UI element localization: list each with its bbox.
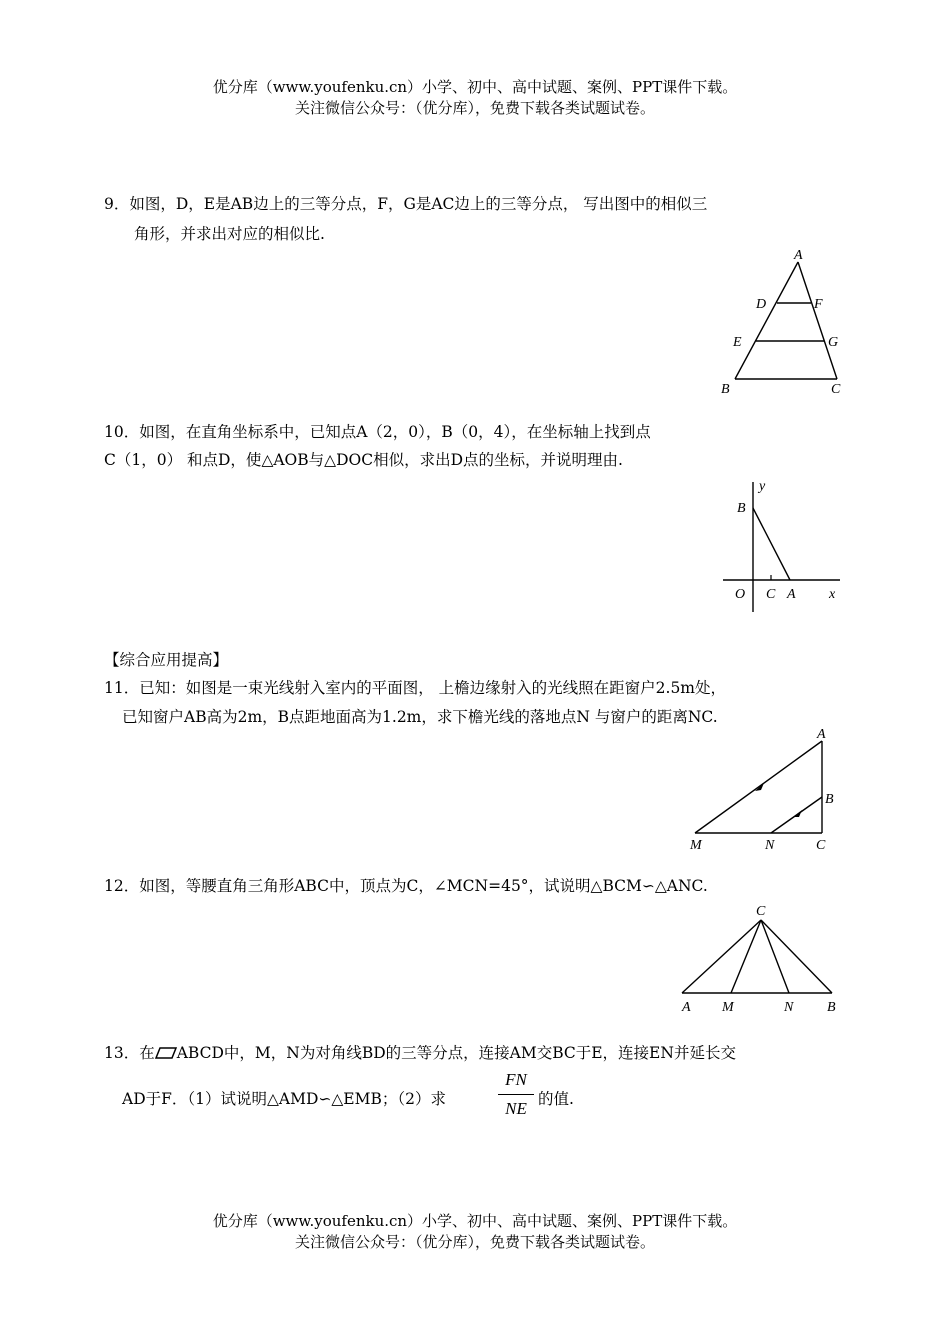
- q9-label-f: F: [814, 297, 823, 312]
- q11-label-a: A: [817, 727, 826, 742]
- q9-label-b: B: [721, 382, 730, 397]
- q12-line-1: 12．如图，等腰直角三角形ABC中，顶点为C，∠MCN=45°，试说明△BCM∽△ANC.: [104, 877, 708, 895]
- q13-fraction: [498, 1070, 534, 1119]
- q13-prefix: 13．在: [104, 1044, 155, 1062]
- q9-label-c: C: [831, 382, 841, 397]
- q10-line-1: 10．如图，在直角坐标系中，已知点A（2，0），B（0，4），在坐标轴上找到点: [104, 423, 651, 441]
- q13-suffix: ABCD中，M，N为对角线BD的三等分点，连接AM交BC于E，连接EN并延长交: [176, 1044, 736, 1062]
- q13-line-2a: AD于F．（1）试说明△AMD∽△EMB；（2）求: [122, 1090, 446, 1108]
- fraction-numerator: FN: [505, 1070, 527, 1089]
- q9-line-2: 角形，并求出对应的相似比.: [134, 225, 325, 243]
- footer-line-2: 关注微信公众号：（优分库），免费下载各类试题试卷。: [294, 1233, 655, 1251]
- q11-label-m: M: [690, 838, 702, 853]
- footer: [0, 1211, 950, 1253]
- q12-label-m: M: [722, 1000, 734, 1015]
- q10-label-b: B: [737, 501, 746, 516]
- q11-line-1: 11．已知：如图是一束光线射入室内的平面图， 上檐边缘射入的光线照在距窗户2.5m处，: [104, 679, 727, 697]
- q9-label-a: A: [794, 248, 803, 263]
- parallelogram-icon: [155, 1047, 177, 1059]
- q11-label-n: N: [765, 838, 775, 853]
- q11-label-b: B: [825, 792, 834, 807]
- header: [0, 77, 950, 119]
- q12-label-c: C: [756, 904, 766, 919]
- q9-label-g: G: [828, 335, 839, 350]
- q10-label-x: x: [829, 587, 836, 602]
- q9-label-e: E: [733, 335, 742, 350]
- fraction-bar: [498, 1094, 534, 1095]
- q12-label-a: A: [682, 1000, 691, 1015]
- q9-line-1: 9．如图，D，E是AB边上的三等分点，F，G是AC边上的三等分点， 写出图中的相似三: [104, 195, 708, 213]
- q10-label-c: C: [766, 587, 776, 602]
- q12-label-n: N: [784, 1000, 794, 1015]
- fraction-denominator: NE: [505, 1099, 527, 1118]
- q13-line-2b: 的值.: [538, 1090, 574, 1108]
- section-title: 【综合应用提高】: [104, 651, 229, 669]
- q12-label-b: B: [827, 1000, 836, 1015]
- q11-figure: [685, 725, 845, 855]
- q9-label-d: D: [756, 297, 767, 312]
- header-line-2: 关注微信公众号：（优分库），免费下载各类试题试卷。: [294, 99, 655, 117]
- q10-label-y: y: [759, 479, 766, 494]
- q9-figure: [715, 245, 865, 400]
- q10-label-a: A: [787, 587, 796, 602]
- q12-figure: [672, 900, 852, 1018]
- q10-label-o: O: [735, 587, 746, 602]
- header-line-1: 优分库（www.youfenku.cn）小学、初中、高中试题、案例、PPT课件下载。: [212, 78, 738, 96]
- q10-figure: [715, 472, 855, 617]
- q11-label-c: C: [816, 838, 826, 853]
- footer-line-1: 优分库（www.youfenku.cn）小学、初中、高中试题、案例、PPT课件下载。: [212, 1212, 738, 1230]
- q11-line-2: 已知窗户AB高为2m，B点距地面高为1.2m，求下檐光线的落地点N 与窗户的距离NC.: [122, 708, 718, 726]
- q10-line-2: C（1，0） 和点D，使△AOB与△DOC相似，求出D点的坐标，并说明理由.: [104, 451, 623, 469]
- q13-line-1: [104, 1041, 736, 1063]
